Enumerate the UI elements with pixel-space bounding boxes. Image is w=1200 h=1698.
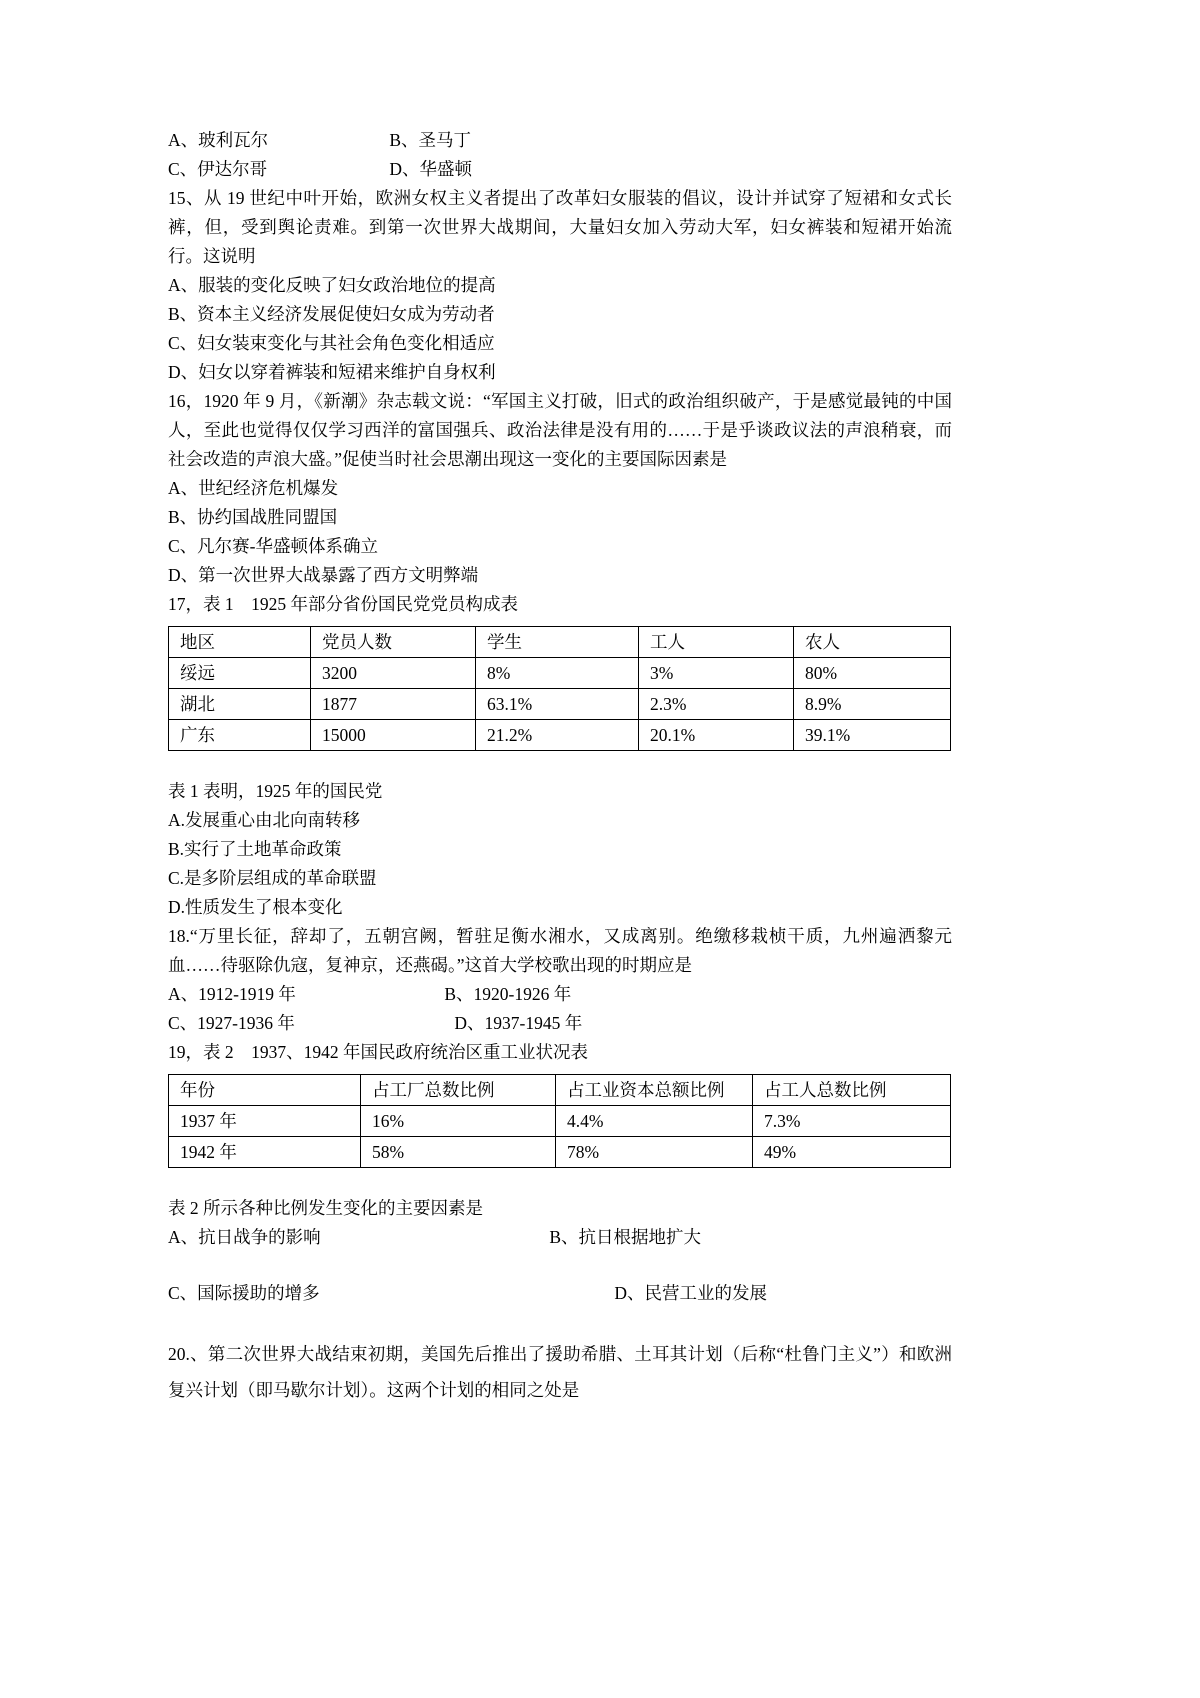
table2-header-cell: 年份	[169, 1075, 361, 1106]
table1-header-cell: 学生	[476, 627, 639, 658]
table2-cell: 1937 年	[169, 1106, 361, 1137]
table1-cell: 2.3%	[639, 689, 794, 720]
table1-cell: 绥远	[169, 658, 311, 689]
table1-header-cell: 工人	[639, 627, 794, 658]
q18-stem: 18.“万里长征，辞却了，五朝宫阙，暂驻足衡水湘水，又成离别。绝缴移栽桢干质，九州遍洒黎元血……待驱除仇寇，复神京，还燕碣。”这首大学校歌出现的时期应是	[168, 926, 952, 975]
q14-options-row-2	[168, 155, 952, 184]
q18-options-row-2	[168, 1009, 952, 1038]
q17-option-b: B.实行了土地革命政策	[168, 839, 342, 859]
table2-row	[169, 1137, 951, 1168]
table1-cell: 21.2%	[476, 720, 639, 751]
q15-stem: 15、从 19 世纪中叶开始，欧洲女权主义者提出了改革妇女服装的倡议，设计并试穿了短裙和女式长裤，但，受到舆论责难。到第一次世界大战期间，大量妇女加入劳动大军，妇女裤装和短裙开始流行。这说明	[168, 188, 952, 266]
table1-row	[169, 720, 951, 751]
q18-option-b: B、1920-1926 年	[444, 984, 572, 1004]
q18-option-c: C、1927-1936 年	[168, 1013, 295, 1033]
table2-row	[169, 1106, 951, 1137]
q16-option-d: D、第一次世界大战暴露了西方文明弊端	[168, 565, 479, 585]
q18-option-a: A、1912-1919 年	[168, 984, 296, 1004]
table1-cell: 广东	[169, 720, 311, 751]
q19-note: 表 2 所示各种比例发生变化的主要因素是	[168, 1198, 483, 1218]
q19-title: 19，表 2 1937、1942 年国民政府统治区重工业状况表	[168, 1042, 588, 1062]
table2	[168, 1074, 951, 1168]
q19-option-b: B、抗日根据地扩大	[549, 1227, 702, 1247]
table2-cell: 1942 年	[169, 1137, 361, 1168]
q19-options-row-2	[168, 1279, 952, 1308]
table1-cell: 湖北	[169, 689, 311, 720]
q19-options-row-1	[168, 1223, 952, 1252]
q19-option-a: A、抗日战争的影响	[168, 1227, 321, 1247]
q14-option-c: C、伊达尔哥	[168, 159, 268, 179]
q17-option-d: D.性质发生了根本变化	[168, 897, 343, 917]
q15-option-b: B、资本主义经济发展促使妇女成为劳动者	[168, 304, 495, 324]
q16-option-c: C、凡尔赛-华盛顿体系确立	[168, 536, 378, 556]
table1-cell: 39.1%	[794, 720, 951, 751]
table1-header-cell: 党员人数	[311, 627, 476, 658]
table1-cell: 63.1%	[476, 689, 639, 720]
table1-header-cell: 地区	[169, 627, 311, 658]
table1-header-cell: 农人	[794, 627, 951, 658]
table1-cell: 20.1%	[639, 720, 794, 751]
table2-header-row	[169, 1075, 951, 1106]
exam-content	[168, 126, 952, 1408]
q17-option-a: A.发展重心由北向南转移	[168, 810, 361, 830]
table1-cell: 1877	[311, 689, 476, 720]
q16-option-b: B、协约国战胜同盟国	[168, 507, 338, 527]
table1-cell: 8%	[476, 658, 639, 689]
q16-option-a: A、世纪经济危机爆发	[168, 478, 339, 498]
table2-cell: 58%	[361, 1137, 556, 1168]
q14-options-row-1	[168, 126, 952, 155]
q14-option-d: D、华盛顿	[389, 159, 473, 179]
q14-option-a: A、玻利瓦尔	[168, 130, 269, 150]
table1-cell: 3%	[639, 658, 794, 689]
table2-cell: 49%	[753, 1137, 951, 1168]
q15-option-a: A、服装的变化反映了妇女政治地位的提高	[168, 275, 496, 295]
table2-cell: 16%	[361, 1106, 556, 1137]
q17-title: 17，表 1 1925 年部分省份国民党党员构成表	[168, 594, 518, 614]
table2-header-cell: 占工厂总数比例	[361, 1075, 556, 1106]
table1-cell: 8.9%	[794, 689, 951, 720]
table2-cell: 7.3%	[753, 1106, 951, 1137]
table2-cell: 4.4%	[556, 1106, 753, 1137]
q16-stem: 16，1920 年 9 月，《新潮》杂志载文说：“军国主义打破，旧式的政治组织破产，于是感觉最钝的中国人，至此也觉得仅仅学习西洋的富国强兵、政治法律是没有用的……于是乎谈政议法的声浪稍衰，而社会改造的声浪大盛。”促使当时社会思潮出现这一变化的主要国际因素是	[168, 391, 952, 469]
table1-cell: 80%	[794, 658, 951, 689]
q17-option-c: C.是多阶层组成的革命联盟	[168, 868, 377, 888]
table1	[168, 626, 951, 751]
q18-options-row-1	[168, 980, 952, 1009]
table1-header-row	[169, 627, 951, 658]
q19-option-c: C、国际援助的增多	[168, 1283, 320, 1303]
table2-cell: 78%	[556, 1137, 753, 1168]
q14-option-b: B、圣马丁	[389, 130, 472, 150]
table1-cell: 3200	[311, 658, 476, 689]
q15-option-d: D、妇女以穿着裤装和短裙来维护自身权利	[168, 362, 496, 382]
table1-cell: 15000	[311, 720, 476, 751]
q20-stem: 20.、第二次世界大战结束初期，美国先后推出了援助希腊、土耳其计划（后称“杜鲁门主义”）和欧洲复兴计划（即马歇尔计划）。这两个计划的相同之处是	[168, 1344, 952, 1400]
table1-row	[169, 689, 951, 720]
q15-option-c: C、妇女装束变化与其社会角色变化相适应	[168, 333, 495, 353]
q17-note: 表 1 表明，1925 年的国民党	[168, 781, 383, 801]
q19-option-d: D、民营工业的发展	[614, 1283, 768, 1303]
table2-header-cell: 占工人总数比例	[753, 1075, 951, 1106]
table1-row	[169, 658, 951, 689]
table2-header-cell: 占工业资本总额比例	[556, 1075, 753, 1106]
q18-option-d: D、1937-1945 年	[454, 1013, 583, 1033]
